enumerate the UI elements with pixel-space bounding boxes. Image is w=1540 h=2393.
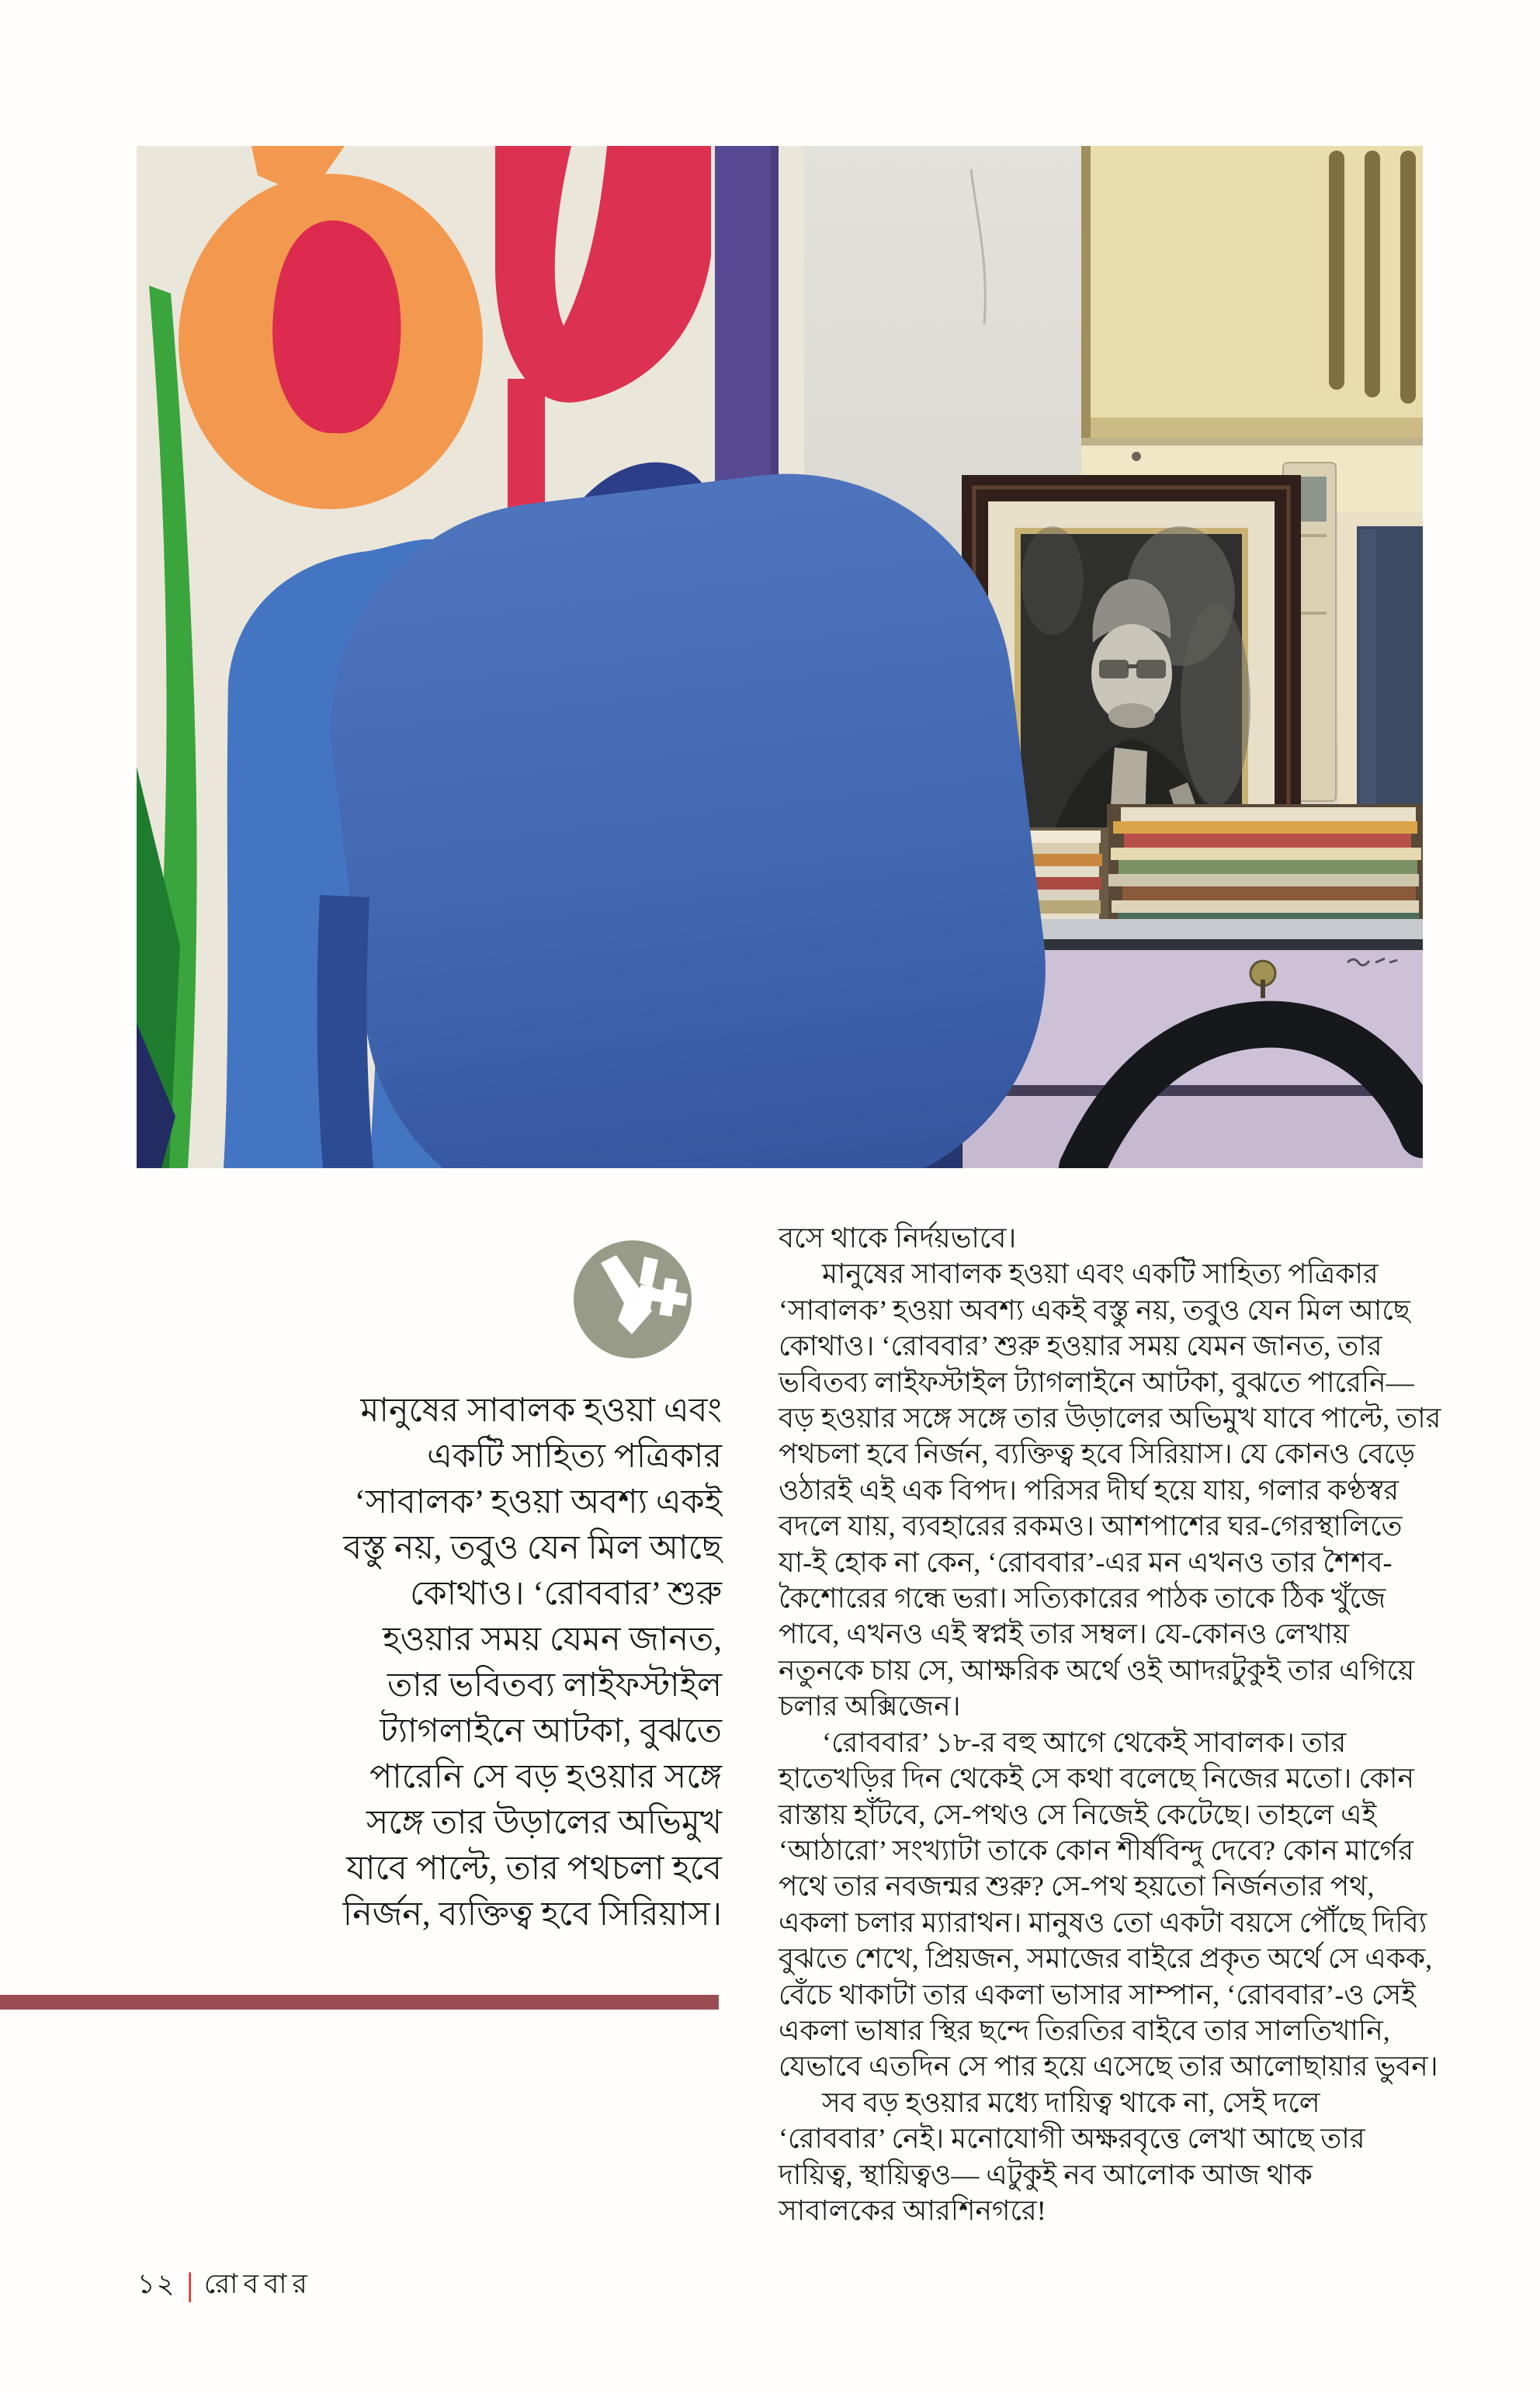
- office-scene-illustration: [137, 146, 1423, 1168]
- body-line: যেভাবে এতদিন সে পার হয়ে এসেছে তার আলোছায়ার ভুবন।: [779, 2051, 1438, 2083]
- robbar-plus-logo: [573, 1240, 692, 1359]
- body-line: একলা ভাষার স্থির ছন্দে তিরতির বাইবে তার সালতিখানি,: [779, 2014, 1390, 2046]
- page-footer: [137, 2268, 313, 2302]
- body-line: কোথাও। ‘রোববার’ শুরু হওয়ার সময় যেমন জানত, তার: [779, 1330, 1382, 1362]
- body-line: ‘সাবালক’ হওয়া অবশ্য একই বস্তু নয়, তবুও যেন মিল আছে: [779, 1294, 1410, 1326]
- body-line: নতুনকে চায় সে, আক্ষরিক অর্থে ওই আদরটুকুই তার এগিয়ে: [779, 1654, 1415, 1686]
- picture-nail: [1132, 452, 1141, 461]
- footer-separator: |: [186, 2266, 193, 2304]
- body-line: দায়িত্ব, স্থায়িত্বও— এটুকুই নব আলোক আজ থাক: [779, 2159, 1313, 2190]
- body-line: মানুষের সাবালক হওয়া এবং একটি সাহিত্য পত্রিকার: [822, 1258, 1379, 1290]
- body-line: সব বড় হওয়ার মধ্যে দায়িত্ব থাকে না, সেই দলে: [822, 2086, 1320, 2118]
- body-line: ‘রোববার’ ১৮-র বহু আগে থেকেই সাবালক। তার: [822, 1726, 1347, 1758]
- body-line: পথে তার নবজন্মর শুরু? সে-পথ হয়তো নির্জনতার পথ,: [779, 1871, 1375, 1902]
- pull-quote-line: মানুষের সাবালক হওয়া এবং: [360, 1392, 722, 1429]
- pull-quote-line: সঙ্গে তার উড়ালের অভিমুখ: [366, 1805, 722, 1841]
- body-line: সাবালকের আরশিনগরে!: [779, 2194, 1046, 2226]
- pull-quote-line: নির্জন, ব্যক্তিত্ব হবে সিরিয়াস।: [342, 1896, 722, 1933]
- pull-quote-line: তার ভবিতব্য লাইফস্টাইল: [387, 1667, 722, 1704]
- body-line: ভবিতব্য লাইফস্টাইল ট্যাগলাইনে আটকা, বুঝতে পারেনি—: [779, 1366, 1414, 1398]
- body-line: বেঁচে থাকাটা তার একলা ভাসার সাম্পান, ‘রোববার’-ও সেই: [779, 1979, 1416, 2010]
- body-line: যা-ই হোক না কেন, ‘রোববার’-এর মন এখনও তার শৈশব-: [779, 1546, 1393, 1578]
- pull-quote-line: বস্তু নয়, তবুও যেন মিল আছে: [343, 1530, 722, 1566]
- blue-office-chair: [305, 448, 1071, 1168]
- body-line: হাতেখড়ির দিন থেকেই সে কথা বলেছে নিজের মতো। কোন: [779, 1763, 1414, 1795]
- pull-quote-line: কোথাও। ‘রোববার’ শুরু: [410, 1576, 722, 1612]
- body-line: ‘রোববার’ নেই। মনোযোগী অক্ষরবৃত্তে লেখা আছে তার: [779, 2123, 1365, 2155]
- section-divider-rule: [0, 1995, 719, 2010]
- pull-quote-line: যাবে পাল্টে, তার পথচলা হবে: [346, 1850, 722, 1887]
- body-line: ওঠারই এই এক বিপদ। পরিসর দীর্ঘ হয়ে যায়, গলার কণ্ঠস্বর: [779, 1474, 1399, 1506]
- body-line: বুঝতে শেখে, প্রিয়জন, সমাজের বাইরে প্রকৃত অর্থে সে একক,: [779, 1943, 1433, 1975]
- body-line: ‘আঠারো’ সংখ্যাটা তাকে কোন শীর্ষবিন্দু দেবে? কোন মার্গের: [779, 1834, 1414, 1866]
- page-number: ১২: [137, 2268, 176, 2299]
- body-line: একলা চলার ম্যারাথন। মানুষও তো একটা বয়সে পৌঁছে দিব্যি: [779, 1906, 1427, 1938]
- robbar-plus-logo-icon: [573, 1240, 692, 1359]
- body-line: চলার অক্সিজেন।: [779, 1691, 961, 1722]
- body-line: কৈশোরের গন্ধে ভরা। সত্যিকারের পাঠক তাকে ঠিক খুঁজে: [779, 1583, 1386, 1614]
- body-line: বদলে যায়, ব্যবহারের রকমও। আশপাশের ঘর-গেরস্থালিতে: [779, 1510, 1403, 1542]
- pull-quote-line: পারেনি সে বড় হওয়ার সঙ্গে: [369, 1759, 722, 1795]
- pull-quote-line: একটি সাহিত্য পত্রিকার: [427, 1438, 722, 1475]
- body-line: বড় হওয়ার সঙ্গে সঙ্গে তার উড়ালের অভিমুখ যাবে পাল্টে, তার: [779, 1403, 1441, 1434]
- body-line: পাবে, এখনও এই স্বপ্নই তার সম্বল। যে-কোনও লেখায়: [779, 1618, 1350, 1650]
- office-scene-photo: [137, 146, 1423, 1168]
- body-line: রাস্তায় হাঁটবে, সে-পথও সে নিজেই কেটেছে। তাহলে এই: [779, 1798, 1377, 1830]
- pull-quote-line: ‘সাবালক’ হওয়া অবশ্য একই: [354, 1484, 722, 1521]
- magazine-name: রোববার: [203, 2268, 313, 2299]
- body-line: পথচলা হবে নির্জন, ব্যক্তিত্ব হবে সিরিয়াস। যে কোনও বেড়ে: [779, 1438, 1415, 1470]
- pull-quote-line: হওয়ার সময় যেমন জানত,: [383, 1621, 722, 1658]
- pull-quote: [179, 1388, 722, 1937]
- article-body: [779, 1220, 1441, 2228]
- pull-quote-line: ট্যাগলাইনে আটকা, বুঝতে: [380, 1713, 722, 1750]
- body-line: বসে থাকে নির্দয়ভাবে।: [779, 1223, 1017, 1254]
